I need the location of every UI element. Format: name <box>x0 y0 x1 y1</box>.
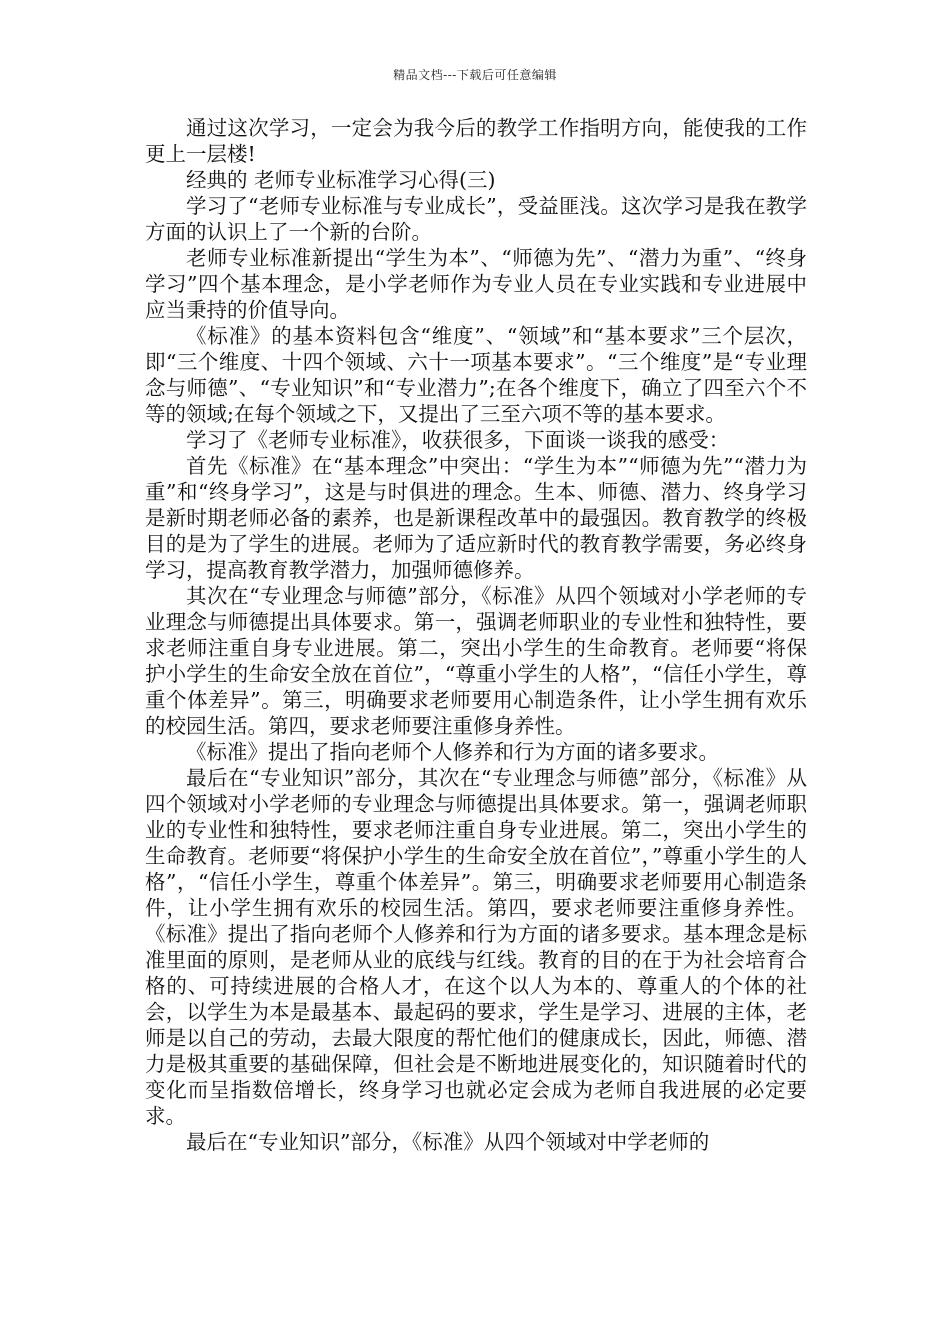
page-header: 精品文档---下载后可任意编辑 <box>393 68 557 82</box>
paragraph: 其次在“专业理念与师德”部分，《标准》从四个领域对小学老师的专业理念与师德提出具体要求。第一，强调老师职业的专业性和独特性，要求老师注重自身专业进展。第二，突出小学生的生命教育。老师要“将保护小学生的生命安全放在首位”，“尊重小学生的人格”，“信任小学生，尊重个体差异”。第三，明确要求老师要用心制造条件，让小学生拥有欢乐的校园生活。第四，要求老师要注重修身养性。 <box>145 584 807 738</box>
paragraph: 学习了“老师专业标准与专业成长”，受益匪浅。这次学习是我在教学方面的认识上了一个新的台阶。 <box>145 194 807 244</box>
paragraph: 《标准》的基本资料包含“维度”、“领域”和“基本要求”三个层次，即“三个维度、十四个领域、六十一项基本要求”。“三个维度”是“专业理念与师德”、“专业知识”和“专业潜力”;在各个维度下，确立了四至六个不等的领域;在每个领域之下，又提出了三至六项不等的基本要求。 <box>145 324 807 426</box>
paragraph: 老师专业标准新提出“学生为本”、“师德为先”、“潜力为重”、“终身学习”四个基本理念，是小学老师作为专业人员在专业实践和专业进展中应当秉持的价值导向。 <box>145 246 807 322</box>
paragraph: 首先《标准》在“基本理念”中突出：“学生为本”“师德为先”“潜力为重”和“终身学习”，这是与时俱进的理念。生本、师德、潜力、终身学习是新时期老师必备的素养，也是新课程改革中的最强因。教育教学的终极目的是为了学生的进展。老师为了适应新时代的教育教学需要，务必终身学习，提高教育教学潜力，加强师德修养。 <box>145 454 807 582</box>
paragraph: 最后在“专业知识”部分，《标准》从四个领域对中学老师的 <box>186 1130 710 1154</box>
paragraph: 《标准》提出了指向老师个人修养和行为方面的诸多要求。 <box>186 740 719 764</box>
section-heading: 经典的 老师专业标准学习心得(三) <box>186 168 496 192</box>
paragraph: 学习了《老师专业标准》，收获很多，下面谈一谈我的感受： <box>186 428 730 452</box>
paragraph: 最后在“专业知识”部分，其次在“专业理念与师德”部分，《标准》从四个领域对小学老师的专业理念与师德提出具体要求。第一，强调老师职业的专业性和独特性，要求老师注重自身专业进展。第二，突出小学生的生命教育。老师要“将保护小学生的生命安全放在首位”，”尊重小学生的人格”，“信任小学生，尊重个体差异”。第三，明确要求老师要用心制造条件，让小学生拥有欢乐的校园生活。第四，要求老师要注重修身养性。《标准》提出了指向老师个人修养和行为方面的诸多要求。基本理念是标准里面的原则，是老师从业的底线与红线。教育的目的在于为社会培育合格的、可持续进展的合格人才，在这个以人为本的、尊重人的个体的社会，以学生为本是最基本、最起码的要求，学生是学习、进展的主体，老师是以自己的劳动，去最大限度的帮忙他们的健康成长，因此，师德、潜力是极其重要的基础保障，但社会是不断地进展变化的，知识随着时代的变化而呈指数倍增长，终身学习也就必定会成为老师自我进展的必定要求。 <box>145 766 807 1128</box>
document-body <box>145 115 807 1155</box>
paragraph: 通过这次学习，一定会为我今后的教学工作指明方向，能使我的工作更上一层楼! <box>145 116 807 166</box>
